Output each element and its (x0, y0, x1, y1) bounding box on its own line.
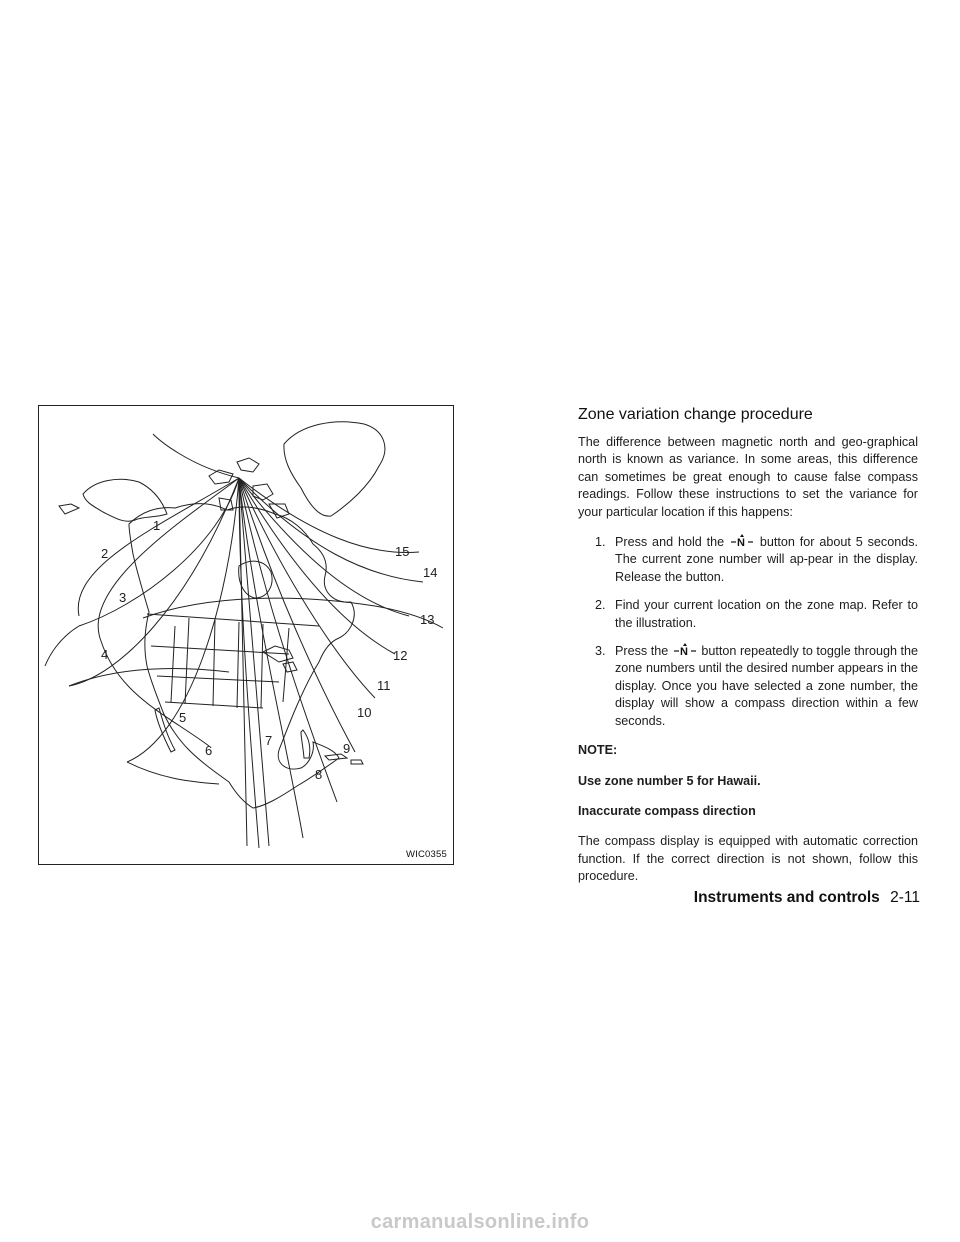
subheading: Inaccurate compass direction (578, 803, 756, 818)
step-number: 1. (595, 535, 606, 550)
zone-line-15 (153, 434, 239, 478)
zone-map-illustration (39, 406, 455, 866)
content-column (578, 405, 918, 899)
compass-n-icon (731, 534, 753, 550)
alaska-outline (83, 479, 167, 521)
north-america-outline (129, 504, 354, 808)
steps-list (578, 534, 918, 730)
zone-line-11 (239, 478, 395, 654)
step-number: 3. (595, 644, 606, 659)
svg-text:N: N (679, 646, 688, 659)
step-2 (578, 597, 918, 632)
zone-label-6: 6 (205, 743, 213, 758)
page-number: 2-11 (890, 889, 920, 906)
zone-label-10: 10 (357, 705, 372, 720)
zone-label-11: 11 (377, 678, 391, 693)
svg-text:N: N (737, 537, 745, 550)
note-text: Use zone number 5 for Hawaii. (578, 773, 761, 788)
sub-paragraph: The compass display is equipped with automatic correction function. If the correct direction is not shown, follow this procedure. (578, 834, 918, 884)
zone-label-14: 14 (423, 565, 438, 580)
zone-label-15: 15 (395, 544, 410, 559)
zone-label-3: 3 (119, 590, 127, 605)
intro-paragraph: The difference between magnetic north and geo-graphical north is known as variance. In some areas, this difference can sometimes be great enough to cause false compass readings. Follow these instructions to set the variance for your particular location if this happens: (578, 435, 918, 519)
step-text-before: Press the (615, 644, 669, 659)
footer-section: Instruments and controls (693, 889, 880, 906)
zone-line-6 (239, 478, 259, 848)
zone-label-1: 1 (153, 518, 161, 533)
step-text-before: Press and hold the (615, 535, 725, 550)
greenland-outline (284, 422, 385, 516)
zone-map-figure (38, 405, 454, 865)
zone-label-9: 9 (343, 741, 351, 756)
step-3 (578, 643, 918, 730)
step-text-after: button for about 5 seconds. The current zone number will ap-pear in the display. Release the button. (615, 535, 919, 584)
page-footer (694, 889, 920, 907)
section-title: Zone variation change procedure (578, 406, 813, 423)
zone-line-9 (239, 478, 355, 752)
note-label: NOTE: (578, 743, 618, 758)
zone-label-2: 2 (101, 546, 109, 561)
zone-label-12: 12 (393, 648, 408, 663)
step-text: Find your current location on the zone map. Refer to the illustration. (615, 598, 918, 630)
step-text-after: button repeatedly to toggle through the zone numbers until the desired number appears in the display. Once you have selected a zone number, the display will show a compass direction within a few seconds. (615, 644, 919, 728)
zone-label-7: 7 (265, 733, 273, 748)
watermark: carmanualsonline.info (370, 1211, 590, 1233)
zone-line-1 (98, 478, 239, 746)
zone-line-14 (239, 478, 419, 552)
zone-label-8: 8 (315, 767, 323, 782)
zone-label-5: 5 (179, 710, 187, 725)
step-1 (578, 534, 918, 586)
figure-code: WIC0355 (405, 849, 447, 860)
compass-n-icon (674, 643, 696, 659)
zone-label-13: 13 (420, 612, 435, 627)
zone-label-4: 4 (101, 647, 109, 662)
step-number: 2. (595, 598, 606, 613)
